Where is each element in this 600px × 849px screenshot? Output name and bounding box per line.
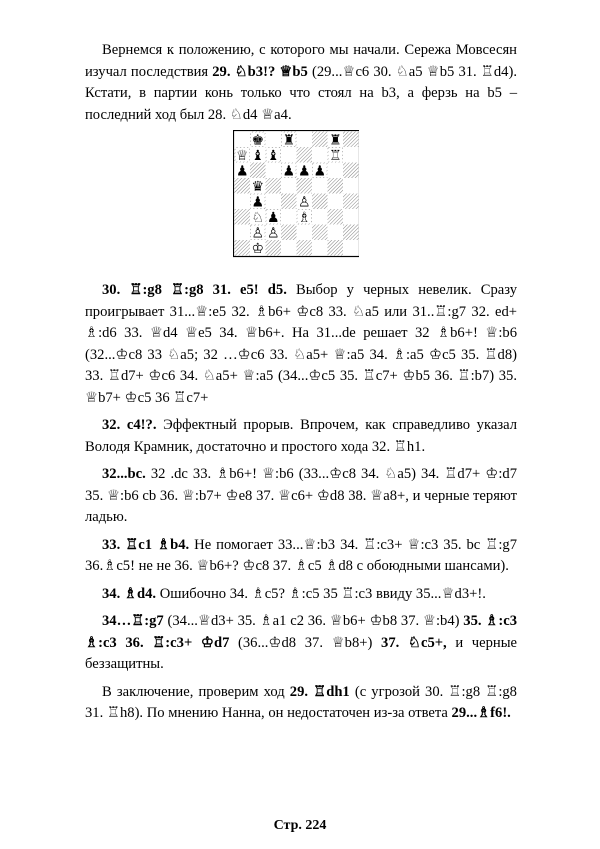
text-segment: 32 .dc 33. ♗b6+! ♕:b6 (33...♔c8 34. ♘a5) 34. ♖d7+ ♔:d7 35. ♕:b6 cb 36. ♕:b7+ ♔e8 37. ♕c6+ ♔d8 38. ♕a8+, и черные теряют ладью. bbox=[85, 466, 517, 525]
dark-square bbox=[328, 209, 344, 225]
dark-square bbox=[328, 240, 344, 256]
text-segment: Выбор у черных невелик. Сразу проигрывает 31...♕:e5 32. ♗b6+ ♔c8 33. ♘a5 или 31..♖:g7 32. ed+ ♗:d6 33. ♕d4 ♕e5 34. ♕b6+. На 31...de решает 32 ♗b6+! ♕:b6 (32...♔c8 33 ♘a5; 32 …♔c6 33. ♘a5+ ♕:a5 34. ♗:a5 ♔c5 35. ♖d8) 33. ♖d7+ ♔c6 34. ♘a5+ ♕:a5 (34...♔c5 35. ♖c7+ ♔b5 36. ♖:b7) 35. ♕b7+ ♔c5 36 ♖c7+ bbox=[85, 282, 517, 406]
chess-piece-b2: ♙ bbox=[251, 225, 265, 242]
paragraph-p2 bbox=[85, 280, 517, 409]
dark-square bbox=[235, 209, 251, 225]
dark-square bbox=[297, 178, 313, 194]
chess-piece-b1: ♔ bbox=[251, 240, 265, 257]
chess-piece-c2: ♙ bbox=[266, 225, 280, 242]
dark-square bbox=[297, 240, 313, 256]
dark-square bbox=[266, 240, 282, 256]
dark-square bbox=[328, 178, 344, 194]
paragraph-p7 bbox=[85, 611, 517, 676]
text-segment: В заключение, проверим ход bbox=[102, 683, 290, 700]
chess-piece-a6: ♟ bbox=[235, 163, 249, 180]
paragraph-p4 bbox=[85, 464, 517, 529]
dark-square bbox=[281, 225, 297, 241]
paragraph-p5 bbox=[85, 535, 517, 578]
text-segment: 34. ♗d4. bbox=[102, 585, 157, 602]
text-segment: (29...♕c6 30. ♘a5 ♕b5 31. ♖d4). Кстати, в партии конь только что стоял на b3, а ферзь на b5 – последний ход был 28. ♘d4 ♕a4. bbox=[85, 63, 517, 123]
chess-piece-d6: ♟ bbox=[282, 163, 296, 180]
dark-square bbox=[343, 163, 359, 179]
paragraph-p6 bbox=[85, 584, 517, 606]
dark-square bbox=[312, 194, 328, 210]
dark-square bbox=[250, 163, 266, 179]
chess-piece-e6: ♟ bbox=[297, 163, 311, 180]
chess-piece-d8: ♜ bbox=[282, 132, 296, 149]
text-segment: Эффектный прорыв. Впрочем, как справедливо указал Володя Крамник, достаточно и простого хода 32. ♖h1. bbox=[85, 417, 517, 455]
text-segment: Вернемся к положению, с которого мы начали. Сережа Мовсесян изучал последствия bbox=[85, 42, 517, 80]
text-segment: 32...bc. bbox=[102, 466, 146, 482]
chess-piece-f6: ♟ bbox=[313, 163, 327, 180]
page-text bbox=[85, 40, 517, 721]
dark-square bbox=[281, 194, 297, 210]
dark-square bbox=[343, 194, 359, 210]
chess-piece-b3: ♘ bbox=[251, 209, 265, 226]
dark-square bbox=[312, 132, 328, 148]
chess-piece-g7: ♖ bbox=[328, 147, 342, 164]
chess-piece-c7: ♝ bbox=[266, 147, 280, 164]
chess-piece-g8: ♜ bbox=[328, 132, 342, 149]
chess-piece-b4: ♟ bbox=[251, 194, 265, 211]
text-segment: (36...♔d8 37. ♕b8+) bbox=[229, 634, 382, 651]
text-block-top bbox=[85, 40, 517, 126]
text-segment: Не помогает 33...♕:b3 34. ♖:c3+ ♕:c3 35. bc ♖:g7 36.♗c5! не не 36. ♕b6+? ♔c8 37. ♗c5 ♗d8 с обоюдными шансами). bbox=[85, 536, 517, 574]
text-segment: 34…♖:g7 bbox=[102, 613, 164, 629]
text-segment: 29. ♘b3!? ♕b5 bbox=[212, 63, 308, 80]
chess-diagram bbox=[233, 130, 359, 268]
text-block-bottom bbox=[85, 280, 517, 725]
chess-piece-a7: ♕ bbox=[235, 147, 249, 164]
paragraph-p1 bbox=[85, 40, 517, 126]
text-segment: (34...♕d3+ 35. ♗a1 c2 36. ♕b6+ ♔b8 37. ♕:b4) bbox=[163, 613, 464, 629]
dark-square bbox=[343, 132, 359, 148]
text-segment: (с угрозой 30. ♖:g8 ♖:g8 31. ♖h8). По мнению Нанна, он недостаточен из-за ответа bbox=[85, 683, 517, 721]
page-number: Стр. 224 bbox=[273, 818, 327, 833]
text-segment: и черные беззащитны. bbox=[85, 634, 517, 672]
dark-square bbox=[343, 225, 359, 241]
dark-square bbox=[235, 240, 251, 256]
text-segment: 32. c4!?. bbox=[102, 417, 157, 433]
paragraph-p3 bbox=[85, 415, 517, 458]
text-segment: 37. ♘c5+, bbox=[381, 634, 447, 651]
chess-board bbox=[233, 130, 359, 268]
text-segment: Ошибочно 34. ♗c5? ♗:c5 35 ♖:c3 ввиду 35...♕d3+!. bbox=[156, 585, 486, 602]
text-segment: 30. ♖:g8 ♖:g8 31. e5! d5. bbox=[102, 282, 287, 298]
text-segment: 29. ♖dh1 bbox=[289, 683, 350, 700]
text-segment: 29...♗f6!. bbox=[451, 705, 511, 721]
chess-piece-b5: ♛ bbox=[251, 178, 265, 195]
chess-piece-e3: ♗ bbox=[297, 209, 311, 226]
paragraph-p8 bbox=[85, 682, 517, 725]
dark-square bbox=[266, 178, 282, 194]
chess-piece-b8: ♚ bbox=[251, 132, 265, 149]
chess-piece-b7: ♝ bbox=[251, 147, 265, 164]
text-segment: 35. ♗:c3 ♗:c3 36. ♖:c3+ ♔d7 bbox=[85, 613, 517, 651]
dark-square bbox=[312, 225, 328, 241]
page-footer bbox=[0, 818, 600, 834]
dark-square bbox=[297, 147, 313, 163]
dark-square bbox=[235, 178, 251, 194]
chess-piece-e4: ♙ bbox=[297, 194, 311, 211]
chess-piece-c3: ♟ bbox=[266, 209, 280, 226]
text-segment: 33. ♖c1 ♗b4. bbox=[102, 536, 190, 553]
